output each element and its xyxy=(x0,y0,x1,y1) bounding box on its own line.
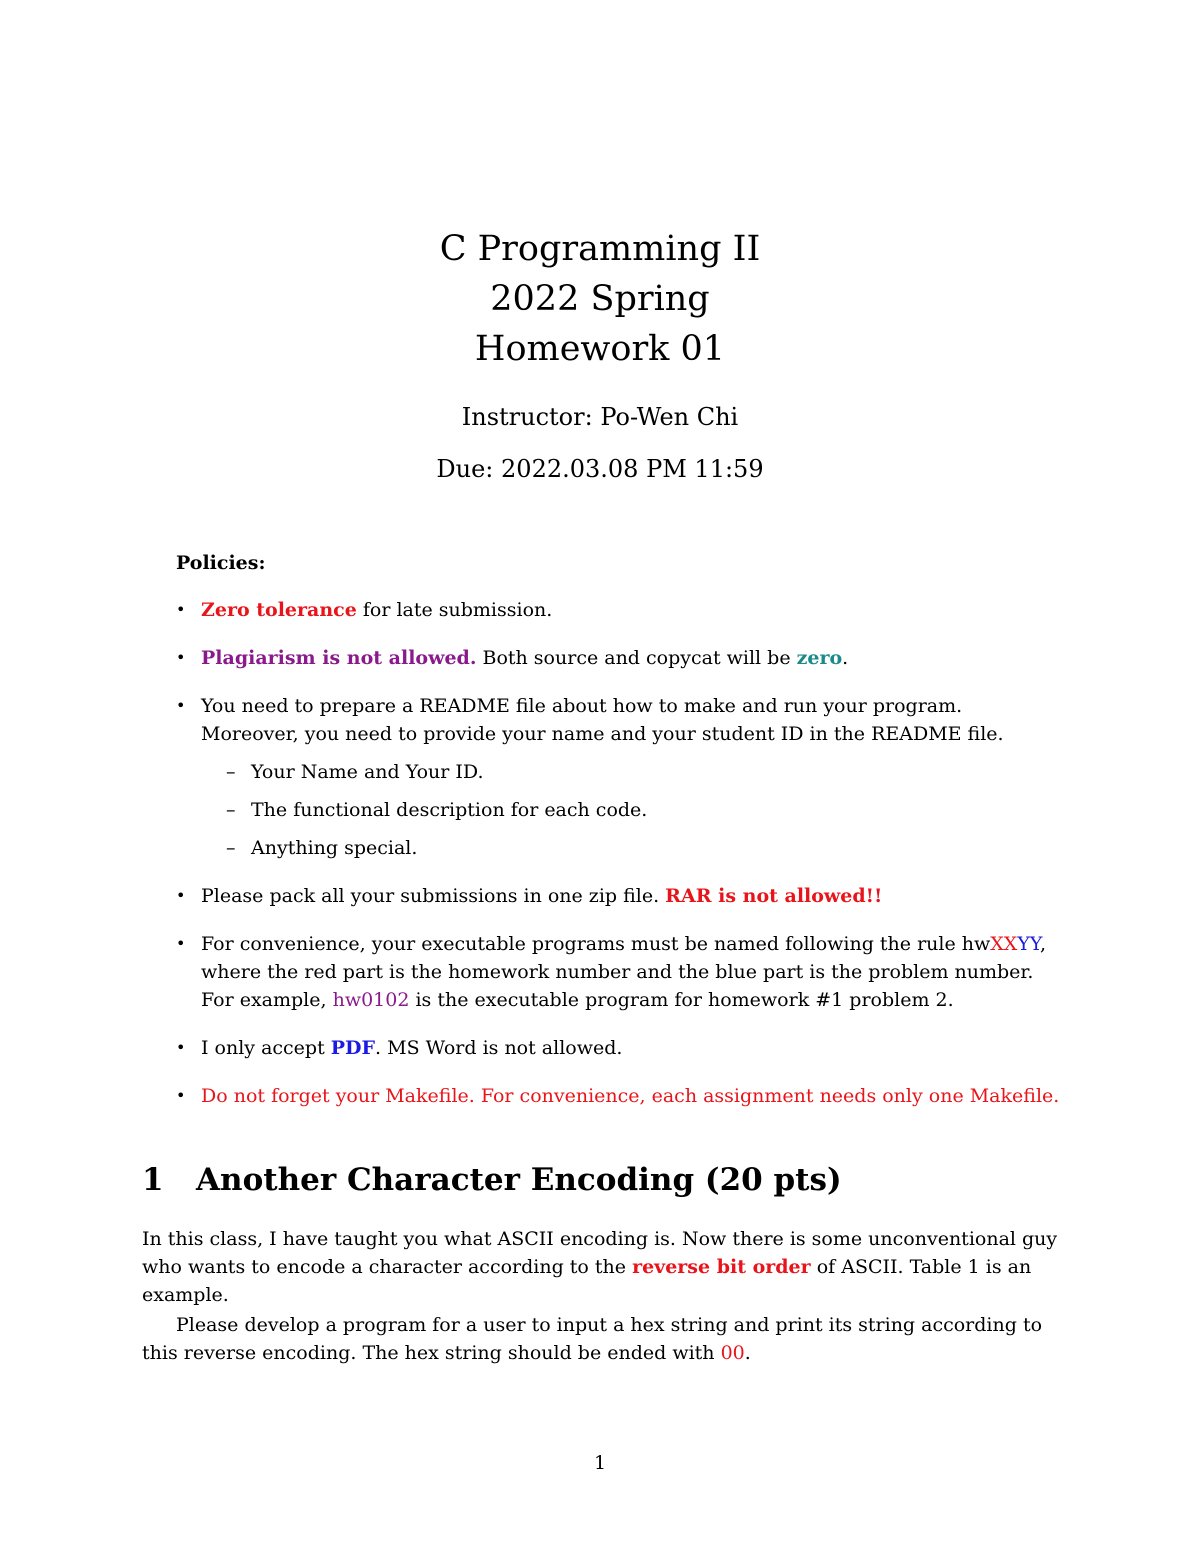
policy-naming xyxy=(176,930,1060,1014)
zero-emphasis: zero xyxy=(796,647,843,669)
policy-text: Please pack all your submissions in one zip file. xyxy=(201,885,666,907)
homework-title: Homework 01 xyxy=(474,329,726,369)
pdf-emphasis: PDF xyxy=(330,1037,376,1059)
due-date: Due: 2022.03.08 PM 11:59 xyxy=(436,455,764,483)
policy-text: I only accept xyxy=(201,1037,331,1059)
course-title: C Programming II xyxy=(439,229,761,269)
zero-tolerance-emphasis: Zero tolerance xyxy=(201,599,357,621)
readme-subitem: – Anything special. xyxy=(201,834,1060,862)
page-number: 1 xyxy=(593,1452,607,1474)
policy-pdf xyxy=(176,1034,1060,1062)
paragraph-text: of ASCII. Table 1 is an example. xyxy=(142,1256,1032,1306)
instructor: Instructor: Po-Wen Chi xyxy=(461,403,739,431)
policy-text: You need to prepare a README file about how to make and run your program. Moreover, you need to provide your name and your student ID in the README file. xyxy=(201,695,1004,745)
policy-zip xyxy=(176,882,1060,910)
policy-text: . xyxy=(842,647,849,669)
paragraph-text: In this class, I have taught you what ASCII encoding is. Now there is some unconventional guy who wants to encode a character according to the xyxy=(142,1228,1058,1278)
policy-text: is the executable program for homework #1 problem 2. xyxy=(409,989,954,1011)
policy-text: , where the red part is the homework number and the blue part is the problem number. For example, xyxy=(201,933,1047,1011)
readme-sublist xyxy=(201,758,1060,862)
policies-list xyxy=(176,596,1060,1130)
policy-makefile xyxy=(176,1082,1060,1110)
section-paragraph xyxy=(142,1311,1062,1367)
rar-not-allowed-emphasis: RAR is not allowed!! xyxy=(665,885,883,907)
section-title: Another Character Encoding (20 pts) xyxy=(196,1162,842,1198)
problem-number-part: YY xyxy=(1017,933,1040,955)
policy-late-submission xyxy=(176,596,1060,624)
section-number: 1 xyxy=(142,1162,164,1198)
homework-number-part: XX xyxy=(990,933,1018,955)
policy-text: For convenience, your executable programs must be named following the rule hw xyxy=(201,933,991,955)
makefile-note: Do not forget your Makefile. For convenience, each assignment needs only one Makefile. xyxy=(201,1085,1060,1107)
section-heading xyxy=(142,1162,842,1198)
paragraph-text: Please develop a program for a user to input a hex string and print its string according to this reverse encoding. The hex string should be ended with xyxy=(142,1314,1043,1364)
policy-text: for late submission. xyxy=(356,599,553,621)
readme-subitem: – Your Name and Your ID. xyxy=(201,758,1060,786)
policy-readme xyxy=(176,692,1060,862)
policy-text: . MS Word is not allowed. xyxy=(375,1037,623,1059)
policy-text: Both source and copycat will be xyxy=(476,647,797,669)
section-paragraph xyxy=(142,1225,1062,1309)
policy-plagiarism xyxy=(176,644,1060,672)
readme-subitem: – The functional description for each code. xyxy=(201,796,1060,824)
reverse-bit-order-emphasis: reverse bit order xyxy=(632,1256,811,1278)
example-filename: hw0102 xyxy=(332,989,410,1011)
terminator-code: 00 xyxy=(720,1342,745,1364)
title-block xyxy=(0,224,1200,484)
plagiarism-emphasis: Plagiarism is not allowed. xyxy=(201,647,477,669)
policies-heading: Policies: xyxy=(176,552,266,574)
semester: 2022 Spring xyxy=(490,279,710,319)
paragraph-text: . xyxy=(744,1342,751,1364)
